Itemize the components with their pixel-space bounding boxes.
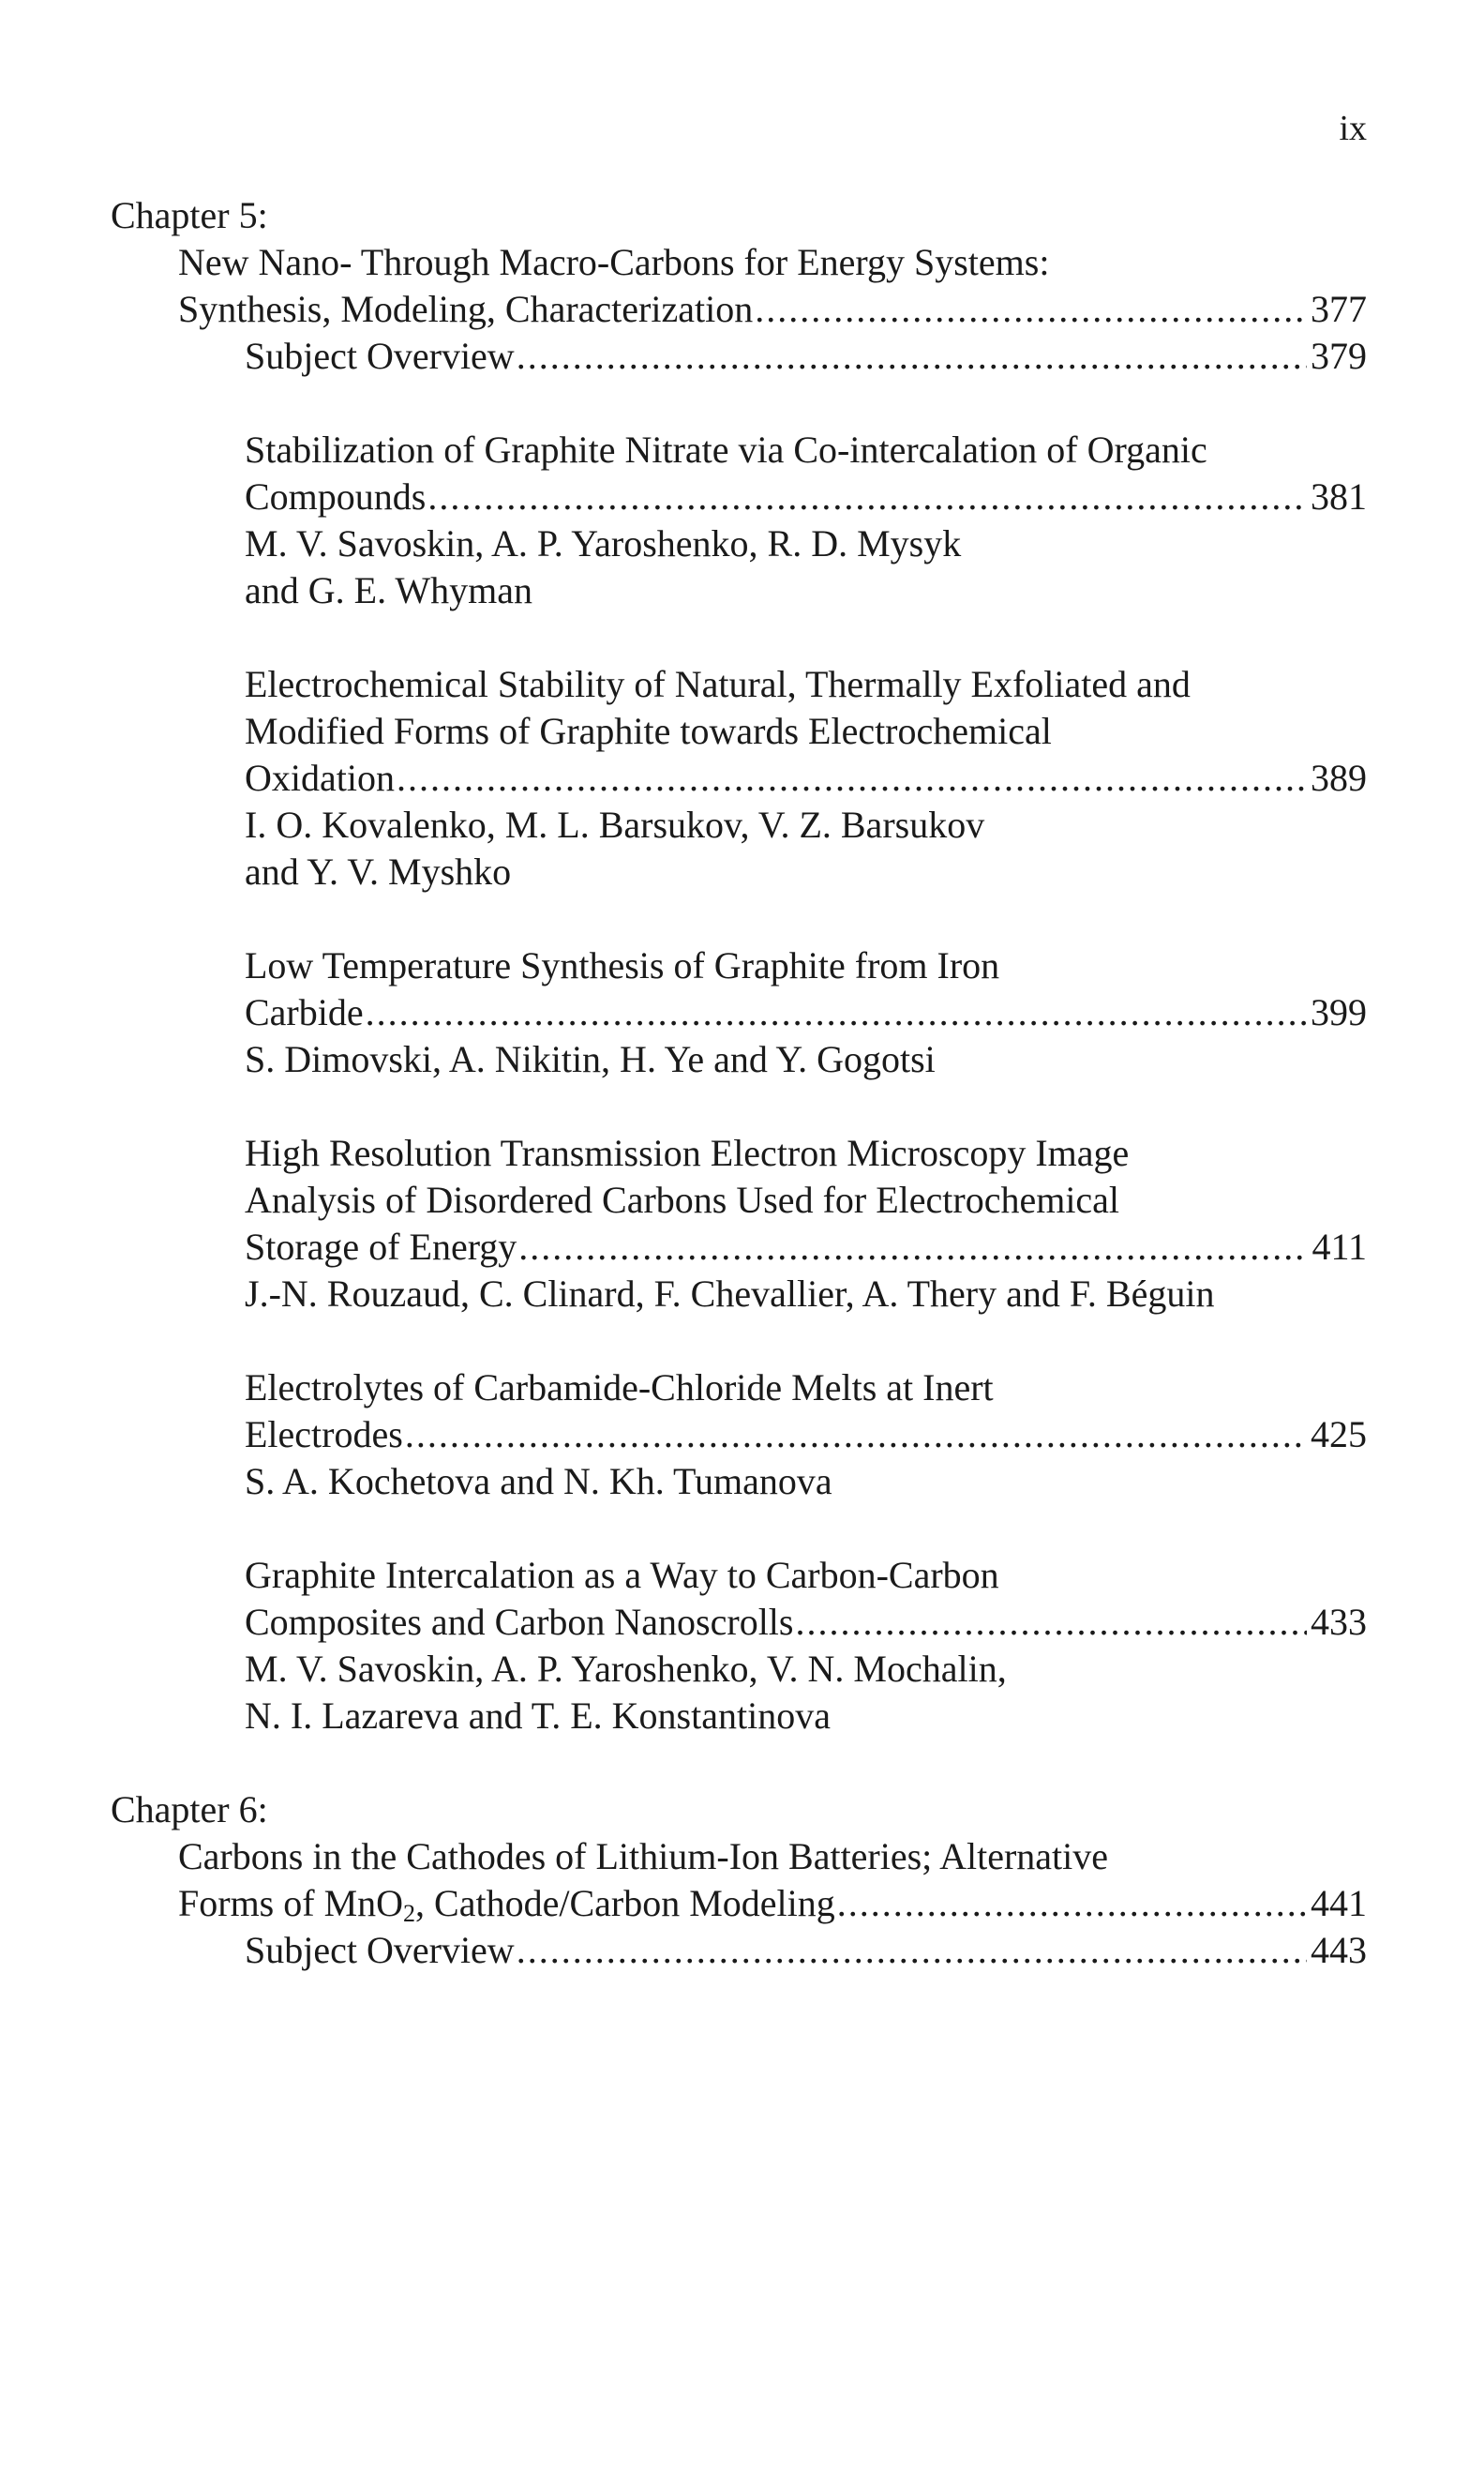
entry-title-line: Low Temperature Synthesis of Graphite from Iron: [245, 944, 1000, 986]
chapter-5-title-entry[interactable]: [111, 286, 1367, 333]
entry-title-line: Analysis of Disordered Carbons Used for Electrochemical: [245, 1179, 1120, 1221]
toc-entry[interactable]: [111, 427, 1367, 614]
toc-entry[interactable]: [111, 1130, 1367, 1318]
entry-title-line: Electrochemical Stability of Natural, Thermally Exfoliated and: [245, 663, 1191, 705]
toc-entry[interactable]: [111, 942, 1367, 1083]
entry-title-last-line: Compounds: [245, 475, 427, 518]
entry-authors: I. O. Kovalenko, M. L. Barsukov, V. Z. Barsukov: [245, 804, 985, 846]
toc-entry[interactable]: [111, 661, 1367, 896]
entry-title-line: High Resolution Transmission Electron Microscopy Image: [245, 1132, 1130, 1174]
entry-title-last-line: Oxidation: [245, 757, 395, 799]
dot-leader: [427, 474, 1307, 520]
chapter-5-overview-entry[interactable]: [111, 333, 1367, 380]
chapter-6-title-page: 441: [1311, 1882, 1367, 1924]
chapter-6-title-entry[interactable]: [111, 1880, 1367, 1927]
toc-entry[interactable]: [111, 1364, 1367, 1505]
subject-overview-page: 443: [1311, 1929, 1367, 1971]
page-number: ix: [1339, 109, 1367, 148]
entry-page: 433: [1311, 1601, 1367, 1643]
subject-overview-label: Subject Overview: [245, 335, 515, 377]
entry-authors: J.-N. Rouzaud, C. Clinard, F. Chevallier, A. Thery and F. Béguin: [245, 1273, 1215, 1315]
dot-leader: [397, 755, 1307, 802]
entry-authors: S. Dimovski, A. Nikitin, H. Ye and Y. Gogotsi: [245, 1038, 936, 1080]
entry-page: 381: [1311, 475, 1367, 518]
dot-leader: [517, 333, 1307, 380]
entry-authors: M. V. Savoskin, A. P. Yaroshenko, R. D. Mysyk: [245, 522, 962, 565]
entry-authors: and Y. V. Myshko: [245, 851, 512, 893]
dot-leader: [837, 1880, 1307, 1927]
chapter-5-label: Chapter 5:: [111, 194, 268, 236]
chapter-5-title-line-2: Synthesis, Modeling, Characterization: [178, 288, 754, 330]
entry-title-line: Graphite Intercalation as a Way to Carbon-Carbon: [245, 1554, 999, 1596]
dot-leader: [366, 989, 1307, 1036]
entry-page: 399: [1311, 991, 1367, 1033]
table-of-contents: [111, 192, 1367, 1974]
chapter-5-title-page: 377: [1311, 288, 1367, 330]
chapter-6-overview-entry[interactable]: [111, 1927, 1367, 1974]
dot-leader: [405, 1411, 1307, 1458]
dot-leader: [755, 286, 1307, 333]
entry-title-last-line: Carbide: [245, 991, 364, 1033]
entry-title-line: Stabilization of Graphite Nitrate via Co-intercalation of Organic: [245, 429, 1207, 471]
entry-title-last-line: Composites and Carbon Nanoscrolls: [245, 1601, 794, 1643]
entry-title-line: Electrolytes of Carbamide-Chloride Melts at Inert: [245, 1366, 994, 1408]
chapter-6-label: Chapter 6:: [111, 1788, 268, 1830]
dot-leader: [518, 1224, 1308, 1271]
subject-overview-page: 379: [1311, 335, 1367, 377]
chapter-5-title-line-1: New Nano- Through Macro-Carbons for Energy Systems:: [178, 241, 1050, 283]
entry-page: 389: [1311, 757, 1367, 799]
toc-entry[interactable]: [111, 1552, 1367, 1740]
dot-leader: [517, 1927, 1307, 1974]
entry-title-last-line: Storage of Energy: [245, 1226, 517, 1268]
dot-leader: [796, 1599, 1308, 1646]
chapter-6-title-line-1: Carbons in the Cathodes of Lithium-Ion Batteries; Alternative: [178, 1835, 1109, 1877]
entry-title-last-line: Electrodes: [245, 1413, 403, 1455]
entry-authors: S. A. Kochetova and N. Kh. Tumanova: [245, 1460, 832, 1502]
subject-overview-label: Subject Overview: [245, 1929, 515, 1971]
entry-authors: N. I. Lazareva and T. E. Konstantinova: [245, 1694, 831, 1737]
entry-authors: M. V. Savoskin, A. P. Yaroshenko, V. N. Mochalin,: [245, 1648, 1007, 1690]
entry-page: 425: [1311, 1413, 1367, 1455]
entry-page: 411: [1312, 1226, 1367, 1268]
entry-title-line: Modified Forms of Graphite towards Electrochemical: [245, 710, 1052, 752]
chapter-6-title-line-2: Forms of MnO$_2$, Cathode/Carbon Modeling: [178, 1882, 835, 1927]
entry-authors: and G. E. Whyman: [245, 569, 532, 611]
